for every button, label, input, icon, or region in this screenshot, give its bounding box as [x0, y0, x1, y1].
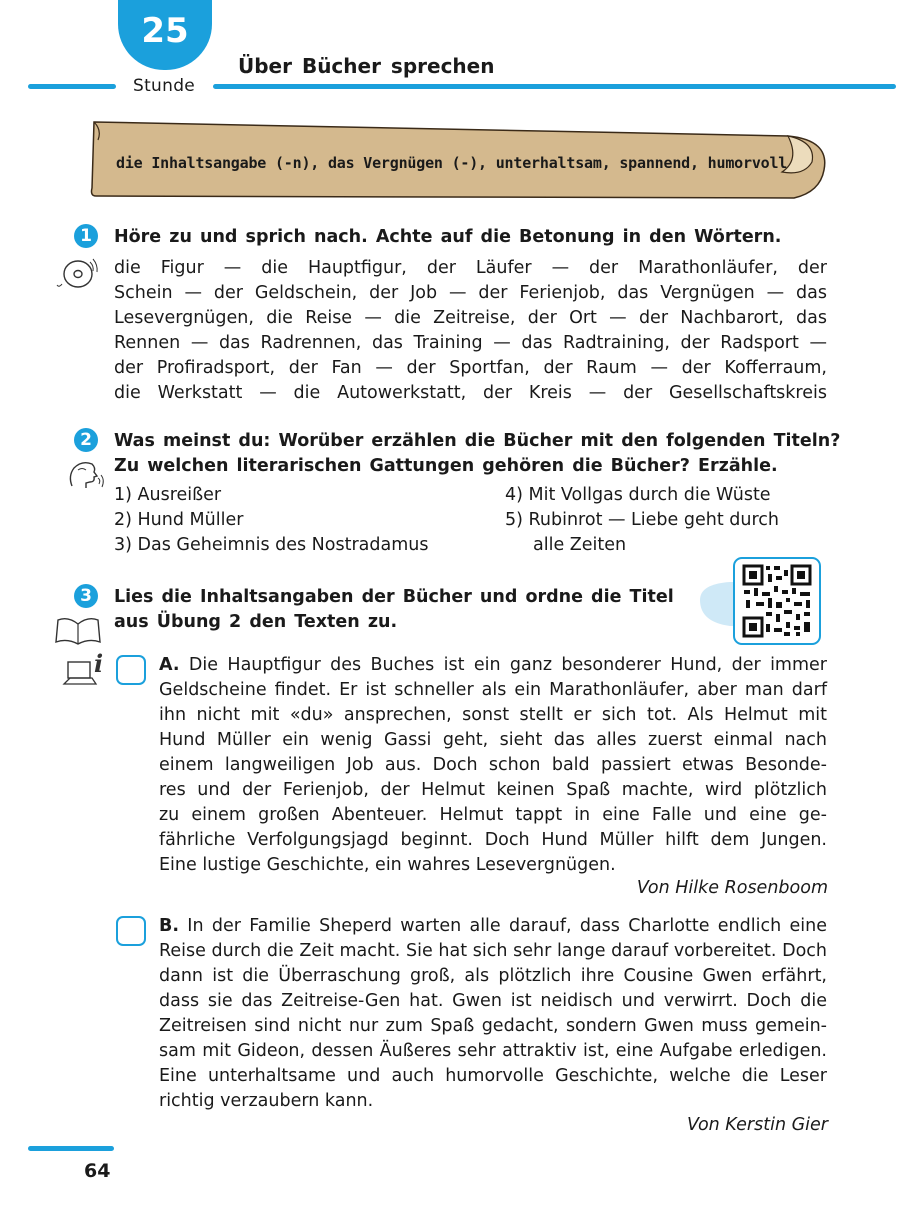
text-line: Rennen — das Radrennen, das Training — das Radtraining, der Radsport — — [114, 333, 827, 353]
text-line: der Profiradsport, der Fan — der Sportfan, der Raum — der Kofferraum, — [114, 358, 827, 378]
exercise-3-title-line-2: aus Übung 2 den Texten zu. — [114, 612, 398, 632]
page-number: 64 — [84, 1160, 111, 1182]
text-line: dass sie das Zeitreise-Gen hat. Gwen ist neidisch und verwirrt. Doch die — [159, 991, 827, 1011]
list-item: alle Zeiten — [533, 535, 627, 555]
text-line: sam mit Gideon, dessen Äußeres sehr attraktiv ist, eine Aufgabe erledigen. — [159, 1041, 827, 1061]
laptop-info-icon — [62, 650, 108, 692]
lesson-number-badge: 25 — [118, 0, 212, 70]
exercise-2-title-line-1: Was meinst du: Worüber erzählen die Bücher mit den folgenden Titeln? — [114, 431, 841, 451]
open-book-icon — [54, 614, 102, 648]
text-line: Reise durch die Zeit macht. Sie hat sich sehr lange darauf vorbereitet. Doch — [159, 941, 827, 961]
qr-code-block[interactable] — [700, 556, 824, 646]
text-line: A. Die Hauptfigur des Buches ist ein ganz besonderer Hund, der immer — [159, 655, 827, 675]
text-line: richtig verzaubern kann. — [159, 1091, 374, 1111]
text-line: die Figur — die Hauptfigur, der Läufer — der Marathonläufer, der — [114, 258, 827, 278]
exercise-1-number: 1 — [74, 224, 98, 248]
book-titles-right — [505, 483, 779, 558]
list-item: 4) Mit Vollgas durch die Wüste — [505, 485, 771, 505]
summary-text-b — [159, 914, 827, 1114]
list-item: 1) Ausreißer — [114, 485, 222, 505]
qr-code-icon — [700, 556, 824, 646]
answer-box-b[interactable] — [116, 916, 146, 946]
text-line: Hund Müller ein wenig Gassi geht, sieht das alles zuerst einmal nach — [159, 730, 827, 750]
cd-audio-icon — [56, 254, 100, 292]
list-item: 5) Rubinrot — Liebe geht durch — [505, 510, 779, 530]
text-line: einem langweiligen Job aus. Doch schon bald passiert etwas Besonde- — [159, 755, 827, 775]
text-line: ihn nicht mit «du» ansprechen, sonst stellt er sich tot. Als Helmut mit — [159, 705, 827, 725]
text-line: res und der Ferienjob, der Helmut keinen Spaß machte, wird plötzlich — [159, 780, 827, 800]
text-line: Lesevergnügen, die Reise — die Zeitreise, der Ort — der Nachbarort, das — [114, 308, 827, 328]
text-line: Schein — der Geldschein, der Job — der Ferienjob, das Vergnügen — das — [114, 283, 827, 303]
text-line: die Werkstatt — die Autowerkstatt, der Kreis — der Gesellschaftskreis — [114, 383, 827, 403]
text-line: fährliche Verfolgungsjagd beginnt. Doch Hund Müller hilft dem Jungen. — [159, 830, 827, 850]
text-line: zu einem großen Abenteuer. Helmut tappt in eine Falle und eine ge- — [159, 805, 827, 825]
label-b: B. — [159, 916, 179, 936]
label-a: A. — [159, 655, 180, 675]
author-a: Von Hilke Rosenboom — [636, 878, 828, 898]
text-line: Eine lustige Geschichte, ein wahres Lesevergnügen. — [159, 855, 616, 875]
header-rule-right — [213, 84, 896, 89]
vocabulary-list: die Inhaltsangabe (-n), das Vergnügen (-), unterhaltsam, spannend, humorvoll — [116, 154, 788, 172]
list-item: 3) Das Geheimnis des Nostradamus — [114, 535, 429, 555]
exercise-3-title-line-1: Lies die Inhaltsangaben der Bücher und ordne die Titel — [114, 587, 674, 607]
exercise-1-title: Höre zu und sprich nach. Achte auf die Betonung in den Wörtern. — [114, 227, 782, 247]
text-line: dann ist die Überraschung groß, als plötzlich ihre Cousine Gwen erfährt, — [159, 966, 827, 986]
exercise-3-number: 3 — [74, 584, 98, 608]
list-item: 2) Hund Müller — [114, 510, 244, 530]
exercise-1-word-list — [114, 256, 827, 406]
svg-text:i: i — [94, 650, 104, 678]
text-line: Geldscheine findet. Er ist schneller als ein Marathonläufer, aber man darf — [159, 680, 827, 700]
page-title: Über Bücher sprechen — [238, 54, 495, 78]
answer-box-a[interactable] — [116, 655, 146, 685]
book-titles-left — [114, 483, 428, 558]
text-line: Eine unterhaltsame und auch humorvolle Geschichte, welche die Leser — [159, 1066, 827, 1086]
author-b: Von Kerstin Gier — [687, 1115, 828, 1135]
text-line: Zeitreisen sind nicht nur zum Spaß gedacht, sondern Gwen muss gemein- — [159, 1016, 827, 1036]
footer-rule — [28, 1146, 114, 1151]
exercise-2-title-line-2: Zu welchen literarischen Gattungen gehören die Bücher? Erzähle. — [114, 456, 778, 476]
lesson-word: Stunde — [133, 76, 196, 96]
header-rule-left — [28, 84, 116, 89]
summary-text-a — [159, 653, 827, 878]
speaking-head-icon — [66, 458, 106, 492]
text-line: B. In der Familie Sheperd warten alle darauf, dass Charlotte endlich eine — [159, 916, 827, 936]
exercise-2-number: 2 — [74, 428, 98, 452]
